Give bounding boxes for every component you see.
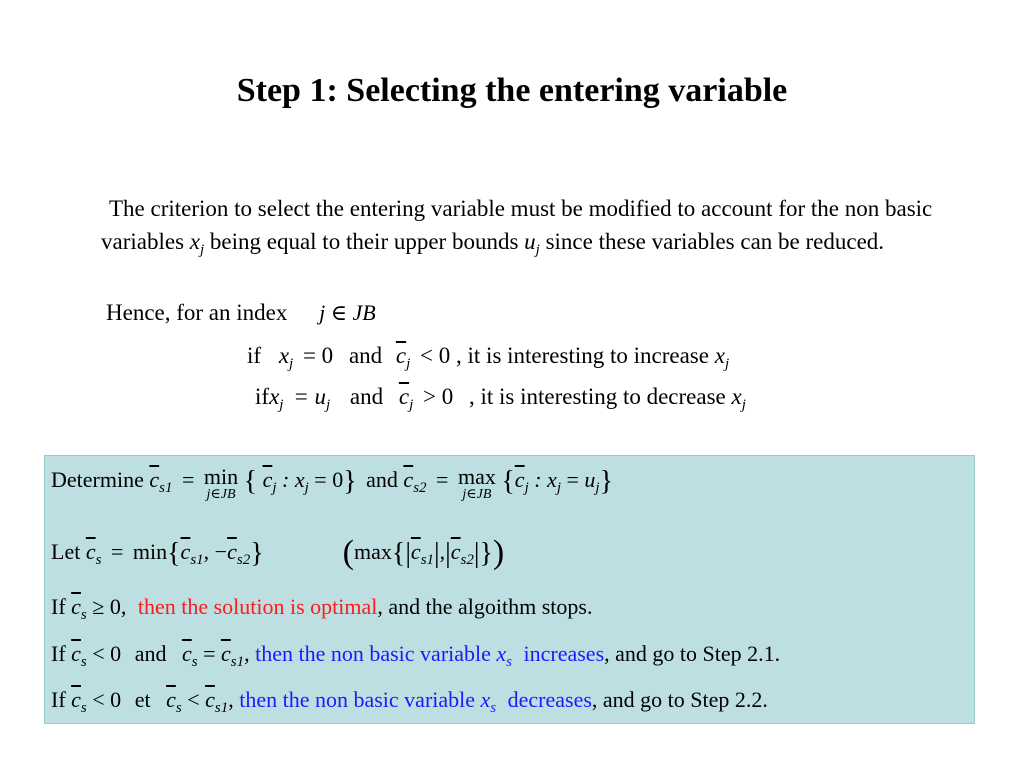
optimal-text: then the solution is optimal [137, 594, 378, 619]
index-set: j ∈ JB [319, 300, 376, 325]
sub-j: j [724, 356, 730, 372]
sub-s: s [175, 700, 182, 716]
sub-s: s [95, 552, 102, 568]
x-var: x [269, 384, 280, 409]
c-bar: $\overline{c}$ [71, 641, 81, 666]
max-op: max [353, 539, 392, 564]
condition-increase [247, 343, 729, 373]
hence-line [106, 300, 376, 326]
c-bar: $\overline{c}$ [85, 539, 96, 564]
var-x: x [189, 229, 200, 254]
increases-word: increases [523, 641, 605, 666]
if-word: if [255, 384, 270, 409]
c-bar: $\overline{c}$ [71, 687, 81, 712]
page-title: Step 1: Selecting the entering variable [236, 72, 788, 109]
decreases-word: decreases [507, 687, 592, 712]
c-bar: $\overline{c}$ [514, 467, 525, 492]
let-row: Let $\overline{c}_s = \min\{\overline{c}_{s1}$, $-\overline{c}_{s2}$} $(\max\{|\overline{c}_{s1}|,|\overline{c}_{s2}|\})$ [51, 534, 505, 571]
increase-rest: , and go to Step 2.1. [604, 641, 781, 666]
sub-j: j [556, 480, 561, 496]
and-word: and [348, 343, 383, 368]
and-word: and [134, 641, 167, 666]
sub-s: s [506, 654, 513, 670]
sub-s1: s1 [230, 654, 245, 670]
et-word: et [134, 687, 151, 712]
min-op: min [132, 539, 168, 564]
eq-zero: = 0 [302, 343, 334, 368]
if-word: If [51, 594, 66, 619]
let-word: Let [51, 539, 81, 564]
sub-j: j [595, 480, 600, 496]
sub-j: j [741, 397, 746, 413]
para-text-1: The criterion to select the entering variable must be modified to account for the non basic variables [101, 196, 933, 254]
determine-word: Determine [51, 467, 144, 492]
colon-x: : x [534, 467, 557, 492]
sub-j: j [279, 397, 284, 413]
sub-s2: s2 [460, 552, 474, 568]
increase-row: If $\overline{c}_s < 0$ and $\overline{c}_s = \overline{c}_{s1}$, then the non basic variable $x_s$ increases, and go to Step 2.1. [51, 641, 781, 670]
x-var: x [278, 343, 290, 368]
sub-j: j [304, 480, 309, 496]
reduced-cost: $\overline{c}$ [395, 343, 407, 368]
algorithm-box [44, 455, 975, 724]
sub-s: s [490, 700, 497, 716]
decrease-rest: , and go to Step 2.2. [591, 687, 768, 712]
var-u: u [524, 229, 536, 254]
lt-zero: < 0 [420, 343, 451, 368]
determine-row: Determine $\overline{c}_{s1} = \min$ j∈JB { $\overline{c}_j$ : $x_j = 0$} and $\overline{c}_{s2} = \max$ j∈JB {$\overline{c}_j$ : $x_j = u_j$} [51, 464, 614, 502]
c-bar: $\overline{c}$ [220, 641, 231, 666]
sub-s1: s1 [159, 480, 173, 496]
x-var: x [480, 687, 491, 712]
decrease-row: If $\overline{c}_s < 0$ et $\overline{c}_s < \overline{c}_{s1}$, then the non basic variable $x_s$ decreases, and go to Step 2.2. [51, 687, 768, 716]
decrease-text: then the non basic variable [239, 687, 481, 712]
max-op: max j∈JB [457, 464, 496, 502]
sub-s1: s1 [190, 552, 204, 568]
sub-j: j [289, 356, 294, 372]
para-text-3: since these variables can be reduced. [539, 229, 885, 254]
condition-decrease [255, 384, 746, 414]
sub-s1: s1 [420, 552, 435, 568]
hence-text: Hence, for an index [106, 300, 288, 325]
optimal-rest: , and the algoithm stops. [377, 594, 593, 619]
c-bar: $\overline{c}$ [403, 467, 414, 492]
c-bar: $\overline{c}$ [180, 539, 191, 564]
sub-j: j [199, 242, 205, 258]
colon-x: : x [282, 467, 305, 492]
sub-s: s [80, 700, 87, 716]
if-word: if [247, 343, 262, 368]
para-text-2: being equal to their upper bounds [204, 229, 525, 254]
sub-s: s [80, 654, 87, 670]
x-var: x [496, 641, 507, 666]
c-bar: $\overline{c}$ [262, 467, 273, 492]
increase-text: then the non basic variable [255, 641, 497, 666]
optimal-row: If $\overline{c}_s \ge 0$, then the solution is optimal, and the algoithm stops. [51, 594, 593, 623]
sub-s2: s2 [236, 552, 251, 568]
sub-s: s [80, 607, 87, 623]
c-bar: $\overline{c}$ [166, 687, 176, 712]
c-bar: $\overline{c}$ [227, 539, 237, 564]
gt-zero: > 0 [423, 384, 454, 409]
and-word: and [349, 384, 384, 409]
and-word: and [366, 467, 398, 492]
reduced-cost: $\overline{c}$ [398, 384, 410, 409]
c-bar: $\overline{c}$ [181, 641, 192, 666]
sub-j-2: j [535, 242, 540, 258]
c-bar: $\overline{c}$ [149, 467, 160, 492]
c-bar: $\overline{c}$ [410, 539, 421, 564]
x-var: x [714, 343, 725, 368]
sub-s2: s2 [413, 480, 427, 496]
x-var: x [731, 384, 742, 409]
intro-paragraph [101, 192, 941, 267]
sub-j: j [325, 397, 331, 413]
sub-j: j [272, 480, 277, 496]
sub-s1: s1 [214, 700, 229, 716]
sub-j: j [524, 480, 529, 496]
if-word: If [51, 687, 66, 712]
decrease-text: , it is interesting to decrease [469, 384, 732, 409]
c-bar: $\overline{c}$ [205, 687, 215, 712]
eq-u: = u [293, 384, 326, 409]
sub-s: s [191, 654, 198, 670]
c-bar: $\overline{c}$ [71, 594, 81, 619]
min-op: min j∈JB [203, 464, 239, 502]
sub-j: j [409, 397, 414, 413]
increase-text: , it is interesting to increase [456, 343, 715, 368]
c-bar: $\overline{c}$ [450, 539, 461, 564]
sub-j: j [406, 356, 411, 372]
if-word: If [51, 641, 66, 666]
